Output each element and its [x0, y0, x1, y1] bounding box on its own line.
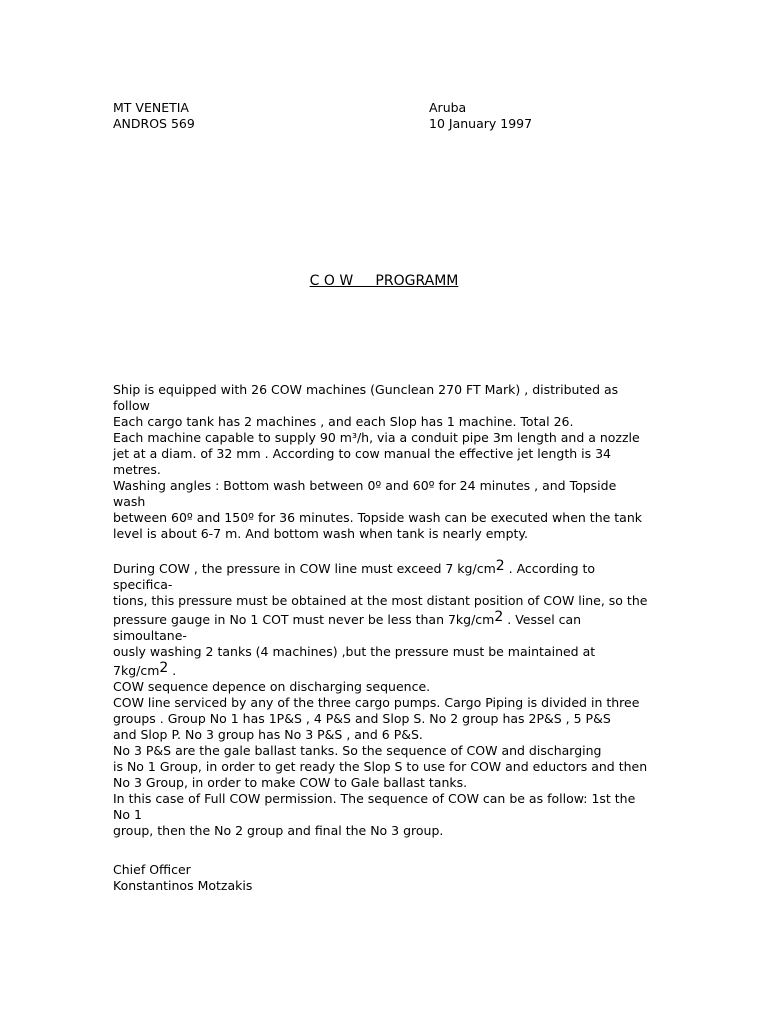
body-line: ously washing 2 tanks (4 machines) ,but the pressure must be maintained at — [113, 644, 596, 659]
body-line — [113, 609, 658, 628]
body-line: wash — [113, 494, 146, 509]
ship-id: ANDROS 569 — [113, 116, 195, 131]
body-line: jet at a diam. of 32 mm . According to cow manual the effective jet length is 34 — [113, 446, 611, 461]
ship-name: MT VENETIA — [113, 100, 189, 115]
body-line: between 60º and 150º for 36 minutes. Topside wash can be executed when the tank — [113, 510, 642, 525]
body-line: groups . Group No 1 has 1P&S , 4 P&S and Slop S. No 2 group has 2P&S , 5 P&S — [113, 711, 611, 726]
body-line: No 3 Group, in order to make COW to Gale ballast tanks. — [113, 775, 468, 790]
body-line: is No 1 Group, in order to get ready the Slop S to use for COW and eductors and then — [113, 759, 648, 774]
body-line: tions, this pressure must be obtained at the most distant position of COW line, so the — [113, 593, 648, 608]
body-text-run: . — [168, 663, 177, 678]
body-line: COW sequence depence on discharging sequence. — [113, 679, 431, 694]
body-line: specifica- — [113, 577, 173, 592]
body-line: No 1 — [113, 807, 142, 822]
signature-block — [113, 862, 252, 894]
superscript: 2 — [159, 660, 169, 676]
body-line: and Slop P. No 3 group has No 3 P&S , and 6 P&S. — [113, 727, 423, 742]
body-text-run: During COW , the pressure in COW line must exceed 7 kg/cm — [113, 561, 496, 576]
body-text — [113, 382, 658, 839]
body-line: metres. — [113, 462, 161, 477]
body-text-run: 7kg/cm — [113, 663, 160, 678]
body-line: group, then the No 2 group and final the No 3 group. — [113, 823, 444, 838]
body-line: No 3 P&S are the gale ballast tanks. So the sequence of COW and discharging — [113, 743, 602, 758]
body-line: follow — [113, 398, 150, 413]
page-title: C O W PROGRAMM — [309, 273, 459, 289]
body-line — [113, 558, 658, 577]
body-line: simoultane- — [113, 628, 187, 643]
body-line: Ship is equipped with 26 COW machines (Gunclean 270 FT Mark) , distributed as — [113, 382, 619, 397]
header-left — [113, 100, 195, 132]
superscript: 2 — [494, 609, 504, 625]
paragraph-gap — [113, 542, 658, 558]
signature-name: Konstantinos Motzakis — [113, 878, 253, 893]
page-title-wrap — [0, 272, 768, 290]
body-text-run: . According to — [504, 561, 596, 576]
body-line — [113, 660, 658, 679]
body-line: Each machine capable to supply 90 m³/h, via a conduit pipe 3m length and a nozzle — [113, 430, 640, 445]
body-text-run: . Vessel can — [503, 612, 582, 627]
header-right — [429, 100, 532, 132]
place: Aruba — [429, 100, 467, 115]
body-line: level is about 6-7 m. And bottom wash when tank is nearly empty. — [113, 526, 528, 541]
body-line: Washing angles : Bottom wash between 0º and 60º for 24 minutes , and Topside — [113, 478, 617, 493]
superscript: 2 — [495, 558, 505, 574]
body-line: In this case of Full COW permission. The sequence of COW can be as follow: 1st the — [113, 791, 636, 806]
signature-role: Chief Officer — [113, 862, 191, 877]
date: 10 January 1997 — [429, 116, 533, 131]
body-line: Each cargo tank has 2 machines , and each Slop has 1 machine. Total 26. — [113, 414, 574, 429]
body-line: COW line serviced by any of the three cargo pumps. Cargo Piping is divided in three — [113, 695, 640, 710]
body-text-run: pressure gauge in No 1 COT must never be less than 7kg/cm — [113, 612, 495, 627]
